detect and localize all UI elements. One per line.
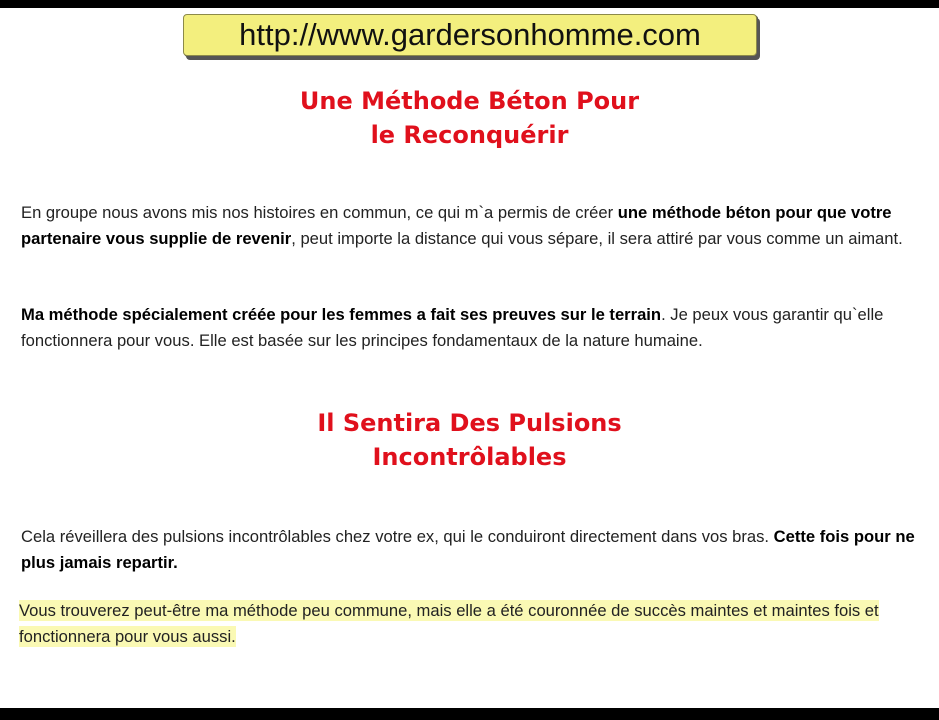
paragraph-bold: Ma méthode spécialement créée pour les femmes a fait ses preuves sur le terrain	[21, 305, 662, 324]
website-url: http://www.gardersonhomme.com	[239, 17, 701, 52]
heading-line: Il Sentira Des Pulsions	[317, 409, 622, 437]
url-banner	[183, 14, 757, 56]
video-letterbox-bar	[0, 708, 939, 720]
heading-line: le Reconquérir	[370, 121, 569, 149]
paragraph-text: . Je peux vous garantir qu`elle fonctionnera pour vous. Elle est basée sur les principes fondamentaux de la nature humaine.	[21, 305, 884, 350]
paragraph-text: En groupe nous avons mis nos histoires en commun, ce qui m`a permis de créer	[21, 203, 618, 222]
highlighted-paragraph	[19, 598, 931, 650]
paragraph-groupe	[21, 200, 916, 252]
highlighted-text: Vous trouverez peut-être ma méthode peu commune, mais elle a été couronnée de succès maintes et maintes fois et fonctionnera pour vous aussi.	[19, 601, 879, 646]
page-content	[0, 8, 939, 708]
heading-pulsions	[0, 406, 939, 474]
paragraph-text: , peut importe la distance qui vous sépare, il sera attiré par vous comme un aimant.	[291, 229, 903, 248]
paragraph-text: Cela réveillera des pulsions incontrôlables chez votre ex, qui le conduiront directement dans vos bras.	[21, 527, 774, 546]
heading-methode-beton	[0, 84, 939, 152]
paragraph-pulsions	[21, 524, 916, 576]
heading-line: Une Méthode Béton Pour	[299, 87, 640, 115]
heading-line: Incontrôlables	[372, 443, 567, 471]
paragraph-methode	[21, 302, 916, 354]
paragraph-bold: une méthode béton pour que votre partenaire vous supplie de revenir	[21, 203, 892, 248]
paragraph-bold: Cette fois pour ne plus jamais repartir.	[21, 527, 915, 572]
